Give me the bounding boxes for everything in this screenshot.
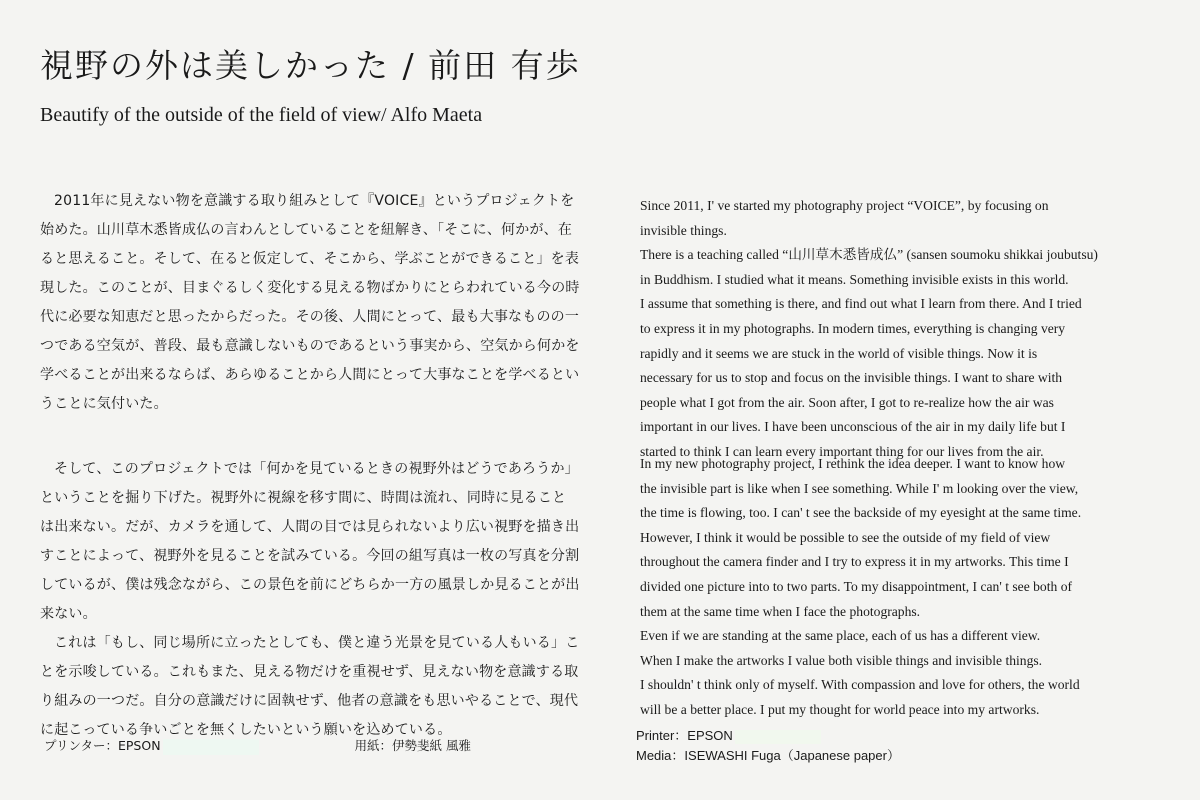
japanese-paragraph-2: そして、このプロジェクトでは「何かを見ているときの視野外はどうであろうか」ということを掘り下げた。視野外に視線を移す間に、時間は流れ、同時に見ることは出来ない。だが、カメラを通して、人間の目では見られないより広い視野を描き出すことによって、視野外を見ることを試みている。今回の組写真は一枚の写真を分割しているが、僕は残念ながら、この景色を前にどちらか一方の風景しか見ることが出来ない。 bbox=[40, 461, 580, 622]
english-line: them at the same time when I face the photographs. bbox=[640, 603, 921, 619]
english-text-section-2 bbox=[640, 452, 1170, 723]
english-line: will be a better place. I put my thought for world peace into my artworks. bbox=[640, 701, 1040, 717]
english-line: rapidly and it seems we are stuck in the world of visible things. Now it is bbox=[640, 345, 1038, 361]
japanese-text-section-2 bbox=[40, 455, 580, 745]
english-line: the time is flowing, too. I can' t see the backside of my eyesight at the same time. bbox=[640, 505, 1082, 521]
english-line: throughout the camera finder and I try to express it in my artworks. This time I bbox=[640, 554, 1069, 570]
english-line: In my new photography project, I rethink the idea deeper. I want to know how bbox=[640, 456, 1066, 471]
english-text-section-1 bbox=[640, 194, 1170, 465]
japanese-paragraph-3: これは「もし、同じ場所に立ったとしても、僕と違う光景を見ている人もいる」ことを示唆している。これもまた、見える物だけを重視せず、見えない物を意識する取り組みの一つだ。自分の意識だけに固執せず、他者の意識をも思いやることで、現代に起こっている争いごとを無くしたいという願いを込めている。 bbox=[40, 635, 580, 738]
english-line: When I make the artworks I value both visible things and invisible things. bbox=[640, 652, 1043, 668]
english-line: people what I got from the air. Soon after, I got to re-realize how the air was bbox=[640, 394, 1054, 410]
english-line: I assume that something is there, and find out what I learn from there. And I tried bbox=[640, 296, 1082, 312]
english-line: There is a teaching called “山川草木悉皆成仏” (sansen soumoku shikkai joubutsu) bbox=[640, 247, 1098, 263]
english-line: in Buddhism. I studied what it means. Something invisible exists in this world. bbox=[640, 271, 1069, 287]
obscured-model-name bbox=[163, 739, 259, 755]
printer-label-en: Printer：EPSON bbox=[636, 728, 733, 743]
printer-label-jp: プリンター：EPSON bbox=[44, 738, 161, 753]
english-line: important in our lives. I have been unconscious of the air in my daily life but I bbox=[640, 419, 1066, 435]
english-line: invisible things. bbox=[640, 222, 727, 238]
english-line: I shouldn' t think only of myself. With compassion and love for others, the world bbox=[640, 677, 1080, 693]
english-line: Even if we are standing at the same place, each of us has a different view. bbox=[640, 628, 1041, 644]
japanese-paragraph-1: 2011年に見えない物を意識する取り組みとして『VOICE』というプロジェクトを始めた。山川草木悉皆成仏の言わんとしていることを紐解き、「そこに、何かが、在ると思えること。そして、在ると仮定して、そこから、学ぶことができること」を表現した。このことが、目まぐるしく変化する見える物ばかりにとらわれている今の時代に必要な知恵だと思ったからだった。その後、人間にとって、最も大事なものの一つである空気が、普段、最も意識しないものであるという事実から、空気から何かを学べることが出来るならば、あらゆることから人間にとって大事なことを学べるということに気付いた。 bbox=[40, 193, 580, 412]
english-line: the invisible part is like when I see something. While I' m looking over the view, bbox=[640, 480, 1079, 496]
media-label-jp: 用紙：伊勢斐紙 風雅 bbox=[354, 738, 472, 753]
footer-japanese bbox=[44, 736, 471, 755]
page-title-english: Beautify of the outside of the field of view/ Alfo Maeta bbox=[40, 104, 483, 126]
english-line: necessary for us to stop and focus on the invisible things. I want to share with bbox=[640, 370, 1063, 386]
obscured-model-name bbox=[735, 730, 821, 744]
japanese-text-section-1 bbox=[40, 187, 580, 419]
english-line: Since 2011, I' ve started my photography project “VOICE”, by focusing on bbox=[640, 198, 1049, 213]
page-title-japanese: 視野の外は美しかった / 前田 有歩 bbox=[40, 46, 581, 85]
english-line: divided one picture into to two parts. To my disappointment, I can' t see both of bbox=[640, 578, 1073, 594]
english-line: However, I think it would be possible to see the outside of my field of view bbox=[640, 529, 1051, 545]
english-line: to express it in my photographs. In modern times, everything is changing very bbox=[640, 320, 1066, 336]
english-line: started to think I can learn every important thing for our lives from the air. bbox=[640, 443, 1044, 459]
footer-english bbox=[636, 726, 900, 766]
media-label-en: Media：ISEWASHI Fuga（Japanese paper） bbox=[636, 748, 900, 763]
